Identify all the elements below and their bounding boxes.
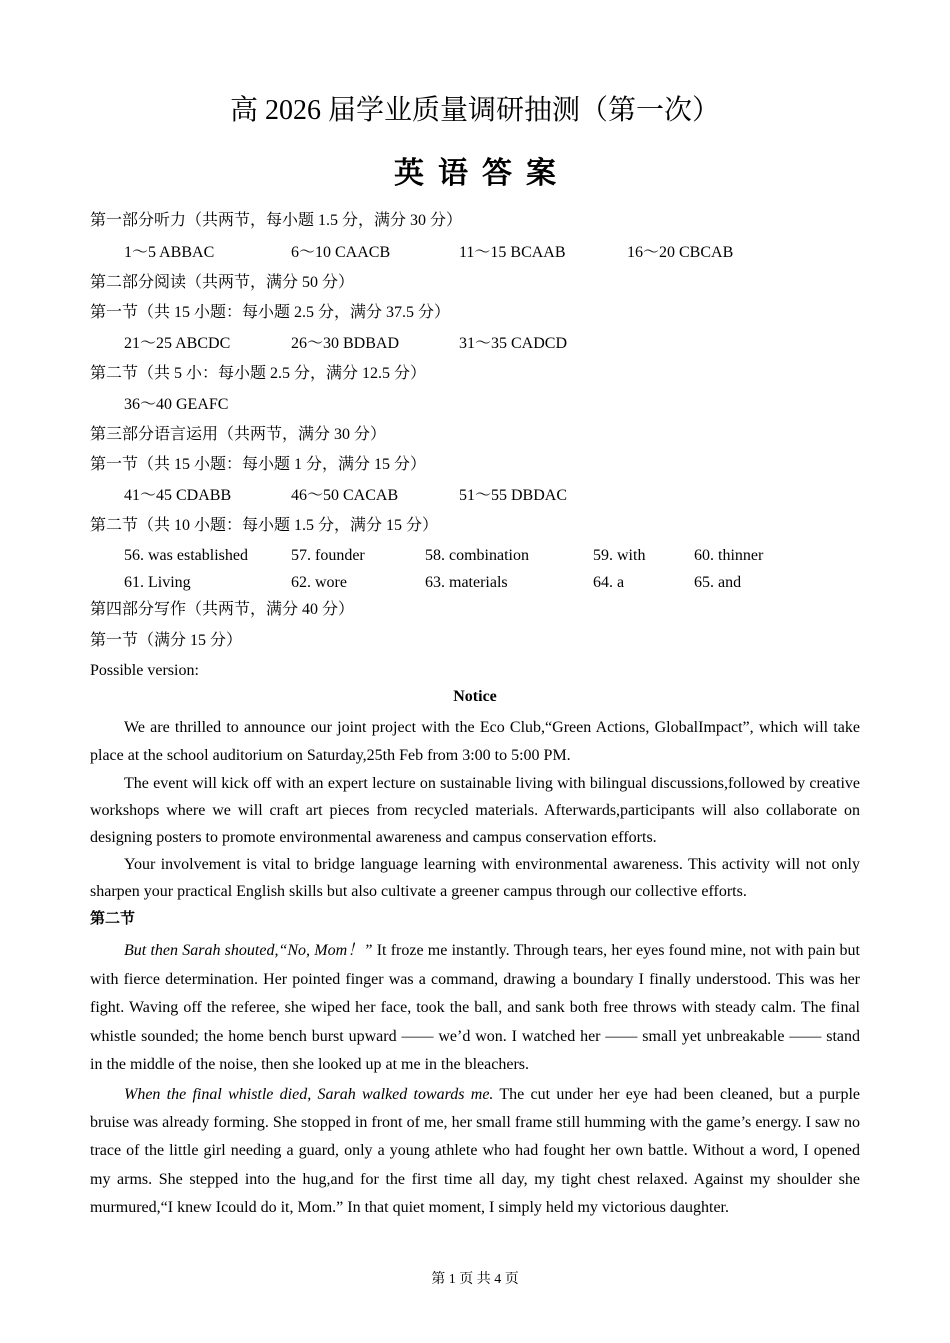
part4-section1-heading: 第一节（满分 15 分）	[90, 632, 243, 649]
answer-group: 26～30 BDBAD	[291, 335, 400, 352]
answer-item: 65. and	[694, 574, 742, 591]
answer-group: 31～35 CADCD	[459, 335, 568, 352]
notice-paragraph: The event will kick off with an expert lecture on sustainable living with bilingual discussions,followed by creative workshops where we will craft art pieces from recycled materials. Afterwards,participants will also collaborate on designing posters to promote environmental awareness and campus conservation efforts.	[90, 775, 860, 846]
page-title: 高 2026 届学业质量调研抽测（第一次）	[229, 95, 720, 126]
answer-item: 58. combination	[425, 547, 529, 564]
notice-paragraph: We are thrilled to announce our joint project with the Eco Club,“Green Actions, GlobalImpact”, which will take place at the school auditorium on Saturday,25th Feb from 3:00 to 5:00 PM.	[90, 719, 860, 764]
answer-group: 1～5 ABBAC	[124, 244, 215, 261]
part2-section2-heading: 第二节（共 5 小：每小题 2.5 分，满分 12.5 分）	[90, 365, 427, 382]
part4-section2-heading: 第二节	[90, 909, 136, 927]
answer-group: 16～20 CBCAB	[627, 244, 734, 261]
answer-item: 61. Living	[124, 574, 191, 591]
part2-heading: 第二部分阅读（共两节，满分 50 分）	[90, 274, 355, 291]
answer-group: 46～50 CACAB	[291, 487, 399, 504]
possible-version-label: Possible version:	[90, 662, 199, 679]
part3-heading: 第三部分语言运用（共两节，满分 30 分）	[90, 426, 387, 443]
notice-paragraph: Your involvement is vital to bridge language learning with environmental awareness. This activity will not only sharpen your practical English skills but also cultivate a greener campus through our collective efforts.	[90, 856, 860, 900]
page-subtitle: 英语答案	[394, 157, 570, 190]
answer-group: 6～10 CAACB	[291, 244, 391, 261]
answer-item: 63. materials	[425, 574, 508, 591]
story-lead: When the final whistle died, Sarah walked towards me.	[124, 1086, 494, 1103]
part3-section2-heading: 第二节（共 10 小题：每小题 1.5 分，满分 15 分）	[90, 517, 439, 534]
part4-heading: 第四部分写作（共两节，满分 40 分）	[90, 601, 355, 618]
answer-item: 62. wore	[291, 574, 347, 591]
answer-item: 64. a	[593, 574, 625, 591]
page-footer: 第 1 页 共 4 页	[431, 1272, 519, 1287]
answer-group: 11～15 BCAAB	[459, 244, 566, 261]
part3-section1-heading: 第一节（共 15 小题：每小题 1 分，满分 15 分）	[90, 456, 427, 473]
answer-item: 60. thinner	[694, 547, 764, 564]
story-paragraph: When the final whistle died, Sarah walked towards me. The cut under her eye had been cleaned, but a purple bruise was already forming. She stopped in front of me, her small frame still humming with the game’s energy. I saw no trace of the little girl needing a guard, only a young athlete who had fought her own battle. Without a word, I opened my arms. She stepped into the hug,and for the first time all day, my tight chest relaxed. Against my shoulder she murmured,“I knew Icould do it, Mom.” In that quiet moment, I simply held my victorious daughter.	[90, 1086, 860, 1216]
story-paragraph: But then Sarah shouted,“No, Mom！” It froze me instantly. Through tears, her eyes found mine, not with pain but with fierce determination. Her pointed finger was a command, drawing a boundary I finally understood. This was her fight. Waving off the referee, she wiped her face, took the ball, and sank both free throws with steady calm. The final whistle sounded; the home bench burst upward —— we’d won. I watched her —— small yet unbreakable —— stand in the middle of the noise, then she looked up at me in the bleachers.	[90, 942, 860, 1073]
answer-group: 36～40 GEAFC	[124, 396, 229, 413]
answer-item: 56. was established	[124, 547, 248, 564]
part1-heading: 第一部分听力（共两节，每小题 1.5 分，满分 30 分）	[90, 212, 463, 229]
answer-group: 51～55 DBDAC	[459, 487, 568, 504]
answer-item: 57. founder	[291, 547, 365, 564]
notice-title: Notice	[453, 688, 497, 705]
story-lead: But then Sarah shouted,“No, Mom！”	[124, 942, 373, 959]
answer-group: 21～25 ABCDC	[124, 335, 231, 352]
part2-section1-heading: 第一节（共 15 小题：每小题 2.5 分，满分 37.5 分）	[90, 304, 451, 321]
answer-item: 59. with	[593, 547, 646, 564]
answer-group: 41～45 CDABB	[124, 487, 232, 504]
